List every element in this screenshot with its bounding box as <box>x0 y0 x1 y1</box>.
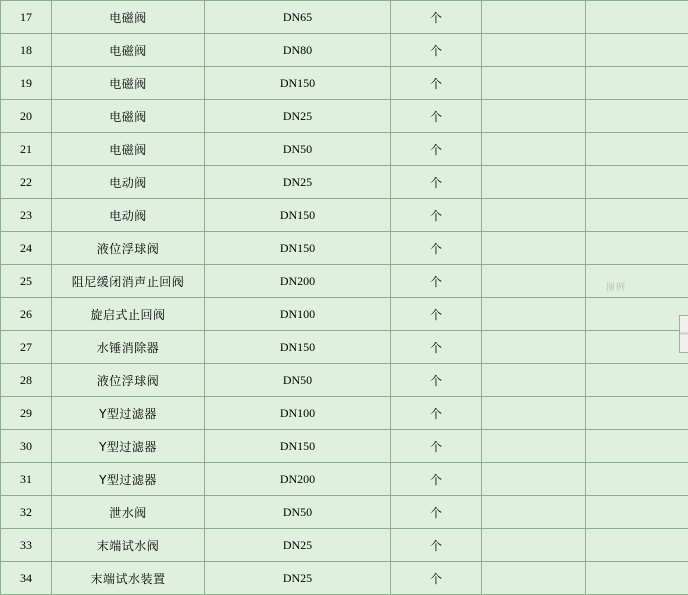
cell-unit[interactable]: 个 <box>391 232 482 265</box>
cell-item-name[interactable]: 电磁阀 <box>52 133 205 166</box>
cell-remark[interactable] <box>586 133 688 166</box>
cell-quantity[interactable] <box>482 100 586 133</box>
cell-specification[interactable]: DN80 <box>205 34 391 67</box>
cell-specification[interactable]: DN150 <box>205 67 391 100</box>
cell-specification[interactable]: DN65 <box>205 1 391 34</box>
table-row[interactable] <box>1 199 688 232</box>
table-row[interactable] <box>1 34 688 67</box>
cell-serial-number[interactable]: 18 <box>1 34 52 67</box>
cell-serial-number[interactable]: 28 <box>1 364 52 397</box>
cell-serial-number[interactable]: 31 <box>1 463 52 496</box>
cell-serial-number[interactable]: 33 <box>1 529 52 562</box>
cell-unit[interactable]: 个 <box>391 298 482 331</box>
cell-serial-number[interactable]: 21 <box>1 133 52 166</box>
cell-remark[interactable] <box>586 1 688 34</box>
cell-specification[interactable]: DN200 <box>205 265 391 298</box>
cell-item-name[interactable]: Y型过滤器 <box>52 430 205 463</box>
table-row[interactable] <box>1 562 688 595</box>
cell-unit[interactable]: 个 <box>391 166 482 199</box>
cell-item-name[interactable]: 电磁阀 <box>52 67 205 100</box>
cell-quantity[interactable] <box>482 1 586 34</box>
cell-quantity[interactable] <box>482 298 586 331</box>
table-row[interactable] <box>1 166 688 199</box>
cell-remark[interactable] <box>586 166 688 199</box>
cell-remark[interactable] <box>586 34 688 67</box>
cell-item-name[interactable]: 阻尼缓闭消声止回阀 <box>52 265 205 298</box>
cell-item-name[interactable]: Y型过滤器 <box>52 397 205 430</box>
cell-remark[interactable] <box>586 463 688 496</box>
table-row[interactable] <box>1 430 688 463</box>
scrollbar-thumb-grip <box>680 332 688 335</box>
cell-quantity[interactable] <box>482 496 586 529</box>
table-row[interactable] <box>1 529 688 562</box>
cell-serial-number[interactable]: 34 <box>1 562 52 595</box>
table-row[interactable] <box>1 496 688 529</box>
cell-specification[interactable]: DN25 <box>205 166 391 199</box>
cell-unit[interactable]: 个 <box>391 34 482 67</box>
cell-quantity[interactable] <box>482 133 586 166</box>
cell-quantity[interactable] <box>482 364 586 397</box>
cell-serial-number[interactable]: 26 <box>1 298 52 331</box>
cell-item-name[interactable]: 泄水阀 <box>52 496 205 529</box>
table-row[interactable] <box>1 397 688 430</box>
watermark-text: 图例 <box>606 280 626 293</box>
cell-specification[interactable]: DN25 <box>205 562 391 595</box>
cell-specification[interactable]: DN150 <box>205 232 391 265</box>
cell-remark[interactable] <box>586 67 688 100</box>
cell-remark[interactable] <box>586 364 688 397</box>
cell-remark[interactable] <box>586 265 688 298</box>
top-grid-line <box>0 0 688 1</box>
cell-specification[interactable]: DN25 <box>205 100 391 133</box>
cell-serial-number[interactable]: 25 <box>1 265 52 298</box>
cell-serial-number[interactable]: 32 <box>1 496 52 529</box>
cell-remark[interactable] <box>586 232 688 265</box>
cell-item-name[interactable]: 末端试水阀 <box>52 529 205 562</box>
cell-unit[interactable]: 个 <box>391 496 482 529</box>
cell-serial-number[interactable]: 20 <box>1 100 52 133</box>
cell-specification[interactable]: DN50 <box>205 496 391 529</box>
cell-specification[interactable]: DN50 <box>205 364 391 397</box>
cell-remark[interactable] <box>586 496 688 529</box>
cell-quantity[interactable] <box>482 562 586 595</box>
cell-specification[interactable]: DN100 <box>205 298 391 331</box>
cell-quantity[interactable] <box>482 397 586 430</box>
cell-specification[interactable]: DN100 <box>205 397 391 430</box>
cell-serial-number[interactable]: 23 <box>1 199 52 232</box>
cell-unit[interactable]: 个 <box>391 331 482 364</box>
cell-serial-number[interactable]: 27 <box>1 331 52 364</box>
cell-specification[interactable]: DN150 <box>205 430 391 463</box>
cell-unit[interactable]: 个 <box>391 529 482 562</box>
cell-quantity[interactable] <box>482 166 586 199</box>
cell-specification[interactable]: DN150 <box>205 199 391 232</box>
cell-serial-number[interactable]: 19 <box>1 67 52 100</box>
table-row[interactable] <box>1 364 688 397</box>
cell-specification[interactable]: DN50 <box>205 133 391 166</box>
table-row[interactable] <box>1 67 688 100</box>
cell-quantity[interactable] <box>482 430 586 463</box>
cell-quantity[interactable] <box>482 34 586 67</box>
cell-item-name[interactable]: 液位浮球阀 <box>52 364 205 397</box>
table-row[interactable] <box>1 232 688 265</box>
cell-specification[interactable]: DN200 <box>205 463 391 496</box>
cell-unit[interactable]: 个 <box>391 463 482 496</box>
cell-item-name[interactable]: 电磁阀 <box>52 1 205 34</box>
cell-specification[interactable]: DN150 <box>205 331 391 364</box>
cell-item-name[interactable]: 水锤消除器 <box>52 331 205 364</box>
table-row[interactable] <box>1 298 688 331</box>
cell-quantity[interactable] <box>482 529 586 562</box>
cell-quantity[interactable] <box>482 199 586 232</box>
cell-remark[interactable] <box>586 199 688 232</box>
cell-quantity[interactable] <box>482 67 586 100</box>
cell-unit[interactable]: 个 <box>391 67 482 100</box>
cell-remark[interactable] <box>586 331 688 364</box>
cell-unit[interactable]: 个 <box>391 265 482 298</box>
scrollbar-thumb[interactable] <box>679 315 688 353</box>
cell-serial-number[interactable]: 30 <box>1 430 52 463</box>
cell-item-name[interactable]: Y型过滤器 <box>52 463 205 496</box>
table-row[interactable] <box>1 265 688 298</box>
table-row[interactable] <box>1 463 688 496</box>
cell-remark[interactable] <box>586 430 688 463</box>
table-row[interactable] <box>1 133 688 166</box>
cell-unit[interactable]: 个 <box>391 430 482 463</box>
cell-item-name[interactable]: 电磁阀 <box>52 34 205 67</box>
cell-serial-number[interactable]: 17 <box>1 1 52 34</box>
cell-serial-number[interactable]: 24 <box>1 232 52 265</box>
cell-unit[interactable]: 个 <box>391 199 482 232</box>
cell-item-name[interactable]: 液位浮球阀 <box>52 232 205 265</box>
cell-unit[interactable]: 个 <box>391 133 482 166</box>
cell-quantity[interactable] <box>482 265 586 298</box>
table-row[interactable] <box>1 100 688 133</box>
cell-serial-number[interactable]: 29 <box>1 397 52 430</box>
cell-remark[interactable] <box>586 562 688 595</box>
cell-remark[interactable] <box>586 100 688 133</box>
cell-unit[interactable]: 个 <box>391 100 482 133</box>
cell-unit[interactable]: 个 <box>391 562 482 595</box>
cell-item-name[interactable]: 电动阀 <box>52 199 205 232</box>
cell-unit[interactable]: 个 <box>391 397 482 430</box>
cell-quantity[interactable] <box>482 463 586 496</box>
cell-serial-number[interactable]: 22 <box>1 166 52 199</box>
cell-remark[interactable] <box>586 298 688 331</box>
table-body <box>1 1 688 595</box>
cell-quantity[interactable] <box>482 232 586 265</box>
cell-item-name[interactable]: 末端试水装置 <box>52 562 205 595</box>
cell-unit[interactable]: 个 <box>391 1 482 34</box>
cell-item-name[interactable]: 旋启式止回阀 <box>52 298 205 331</box>
cell-quantity[interactable] <box>482 331 586 364</box>
cell-specification[interactable]: DN25 <box>205 529 391 562</box>
table-row[interactable] <box>1 331 688 364</box>
cell-item-name[interactable]: 电磁阀 <box>52 100 205 133</box>
table-row[interactable] <box>1 1 688 34</box>
cell-item-name[interactable]: 电动阀 <box>52 166 205 199</box>
cell-unit[interactable]: 个 <box>391 364 482 397</box>
cell-remark[interactable] <box>586 397 688 430</box>
cell-remark[interactable] <box>586 529 688 562</box>
